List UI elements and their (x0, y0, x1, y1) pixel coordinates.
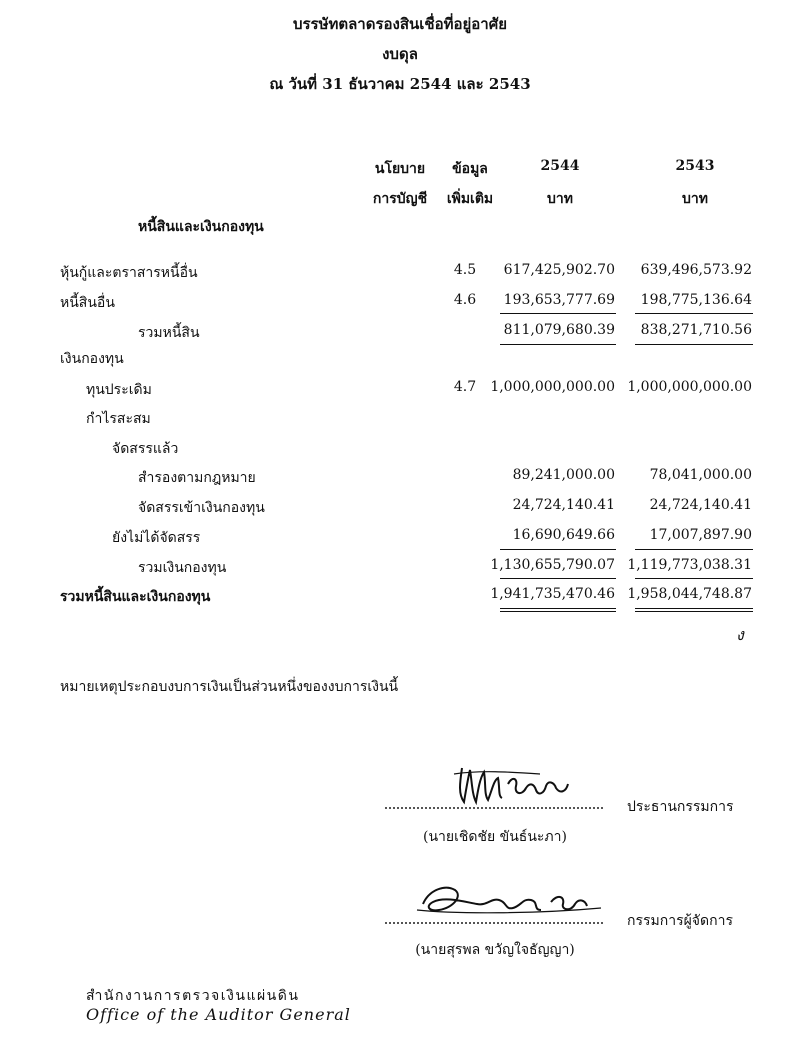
col-year-2543: 2543 (675, 158, 715, 174)
row-label: เงินกองทุน (60, 351, 124, 367)
signature-line (385, 922, 603, 924)
col-policy-top: นโยบาย (374, 161, 426, 177)
subtotal-rule (500, 344, 616, 345)
row-label: ยังไม่ได้จัดสรร (112, 530, 201, 546)
double-underline (500, 611, 616, 612)
subtotal-rule (635, 313, 753, 314)
chairman-signature (450, 760, 580, 808)
double-underline (635, 611, 753, 612)
grand-total-label: รวมหนี้สินและเงินกองทุน (60, 589, 211, 605)
row-value-2543: 78,041,000.00 (649, 467, 752, 483)
double-underline (500, 608, 616, 609)
col-note-top: ข้อมูล (452, 161, 488, 177)
managing-director-signature (415, 880, 605, 920)
row-note: 4.5 (453, 262, 477, 278)
grand-total-2543: 1,958,044,748.87 (627, 586, 752, 602)
row-value-2544: 617,425,902.70 (503, 262, 615, 278)
row-label: กำไรสะสม (86, 411, 151, 427)
row-value-2544: 193,653,777.69 (503, 292, 615, 308)
col-policy-bottom: การบัญชี (372, 191, 428, 207)
row-value-2543: 639,496,573.92 (640, 262, 752, 278)
row-value-2544: 24,724,140.41 (512, 497, 615, 513)
col-year-2544-unit: บาท (547, 191, 573, 207)
row-label: จัดสรรแล้ว (112, 441, 179, 457)
row-label: หุ้นกู้และตราสารหนี้อื่น (60, 265, 198, 281)
statement-title: งบดุล (382, 45, 418, 63)
signatory-name: (นายสุรพล ขวัญใจธัญญา) (415, 942, 575, 958)
row-value-2544: 1,130,655,790.07 (490, 557, 615, 573)
row-value-2544: 1,000,000,000.00 (490, 379, 615, 395)
row-value-2543: 17,007,897.90 (649, 527, 752, 543)
subtotal-rule (500, 549, 616, 550)
subtotal-rule (635, 578, 753, 579)
col-year-2544: 2544 (540, 158, 580, 174)
row-value-2543: 838,271,710.56 (640, 322, 752, 338)
statement-date: ณ วันที่ 31 ธันวาคม 2544 และ 2543 (269, 75, 531, 93)
signature-title: ประธานกรรมการ (627, 799, 734, 815)
page-initial-mark: ง (736, 625, 744, 644)
subtotal-rule (500, 313, 616, 314)
row-note: 4.7 (453, 379, 477, 395)
row-label: ทุนประเดิม (86, 382, 152, 398)
subtotal-rule (635, 549, 753, 550)
col-year-2543-unit: บาท (682, 191, 708, 207)
row-label: หนี้สินอื่น (60, 295, 115, 311)
row-value-2543: 24,724,140.41 (649, 497, 752, 513)
row-value-2544: 811,079,680.39 (503, 322, 615, 338)
auditor-stamp-english: Office of the Auditor General (86, 1005, 351, 1024)
row-value-2543: 1,000,000,000.00 (627, 379, 752, 395)
subtotal-rule (635, 344, 753, 345)
row-label: จัดสรรเข้าเงินกองทุน (138, 500, 265, 516)
row-label: รวมหนี้สิน (138, 325, 200, 341)
section-title: หนี้สินและเงินกองทุน (138, 219, 264, 235)
signature-line (385, 807, 603, 809)
auditor-stamp-thai: สำนักงานการตรวจเงินแผ่นดิน (86, 988, 300, 1004)
row-value-2543: 198,775,136.64 (640, 292, 752, 308)
signature-title: กรรมการผู้จัดการ (627, 913, 733, 929)
signatory-name: (นายเชิดชัย ขันธ์นะภา) (423, 829, 567, 845)
company-name: บรรษัทตลาดรองสินเชื่อที่อยู่อาศัย (292, 15, 508, 33)
row-value-2544: 89,241,000.00 (512, 467, 615, 483)
row-label: สำรองตามกฎหมาย (138, 470, 256, 486)
row-label: รวมเงินกองทุน (138, 560, 227, 576)
double-underline (635, 608, 753, 609)
subtotal-rule (500, 578, 616, 579)
grand-total-2544: 1,941,735,470.46 (490, 586, 615, 602)
row-value-2544: 16,690,649.66 (512, 527, 615, 543)
row-value-2543: 1,119,773,038.31 (627, 557, 752, 573)
footnote: หมายเหตุประกอบงบการเงินเป็นส่วนหนึ่งของงบการเงินนี้ (60, 679, 399, 695)
row-note: 4.6 (453, 292, 477, 308)
col-note-bottom: เพิ่มเติม (446, 191, 494, 207)
